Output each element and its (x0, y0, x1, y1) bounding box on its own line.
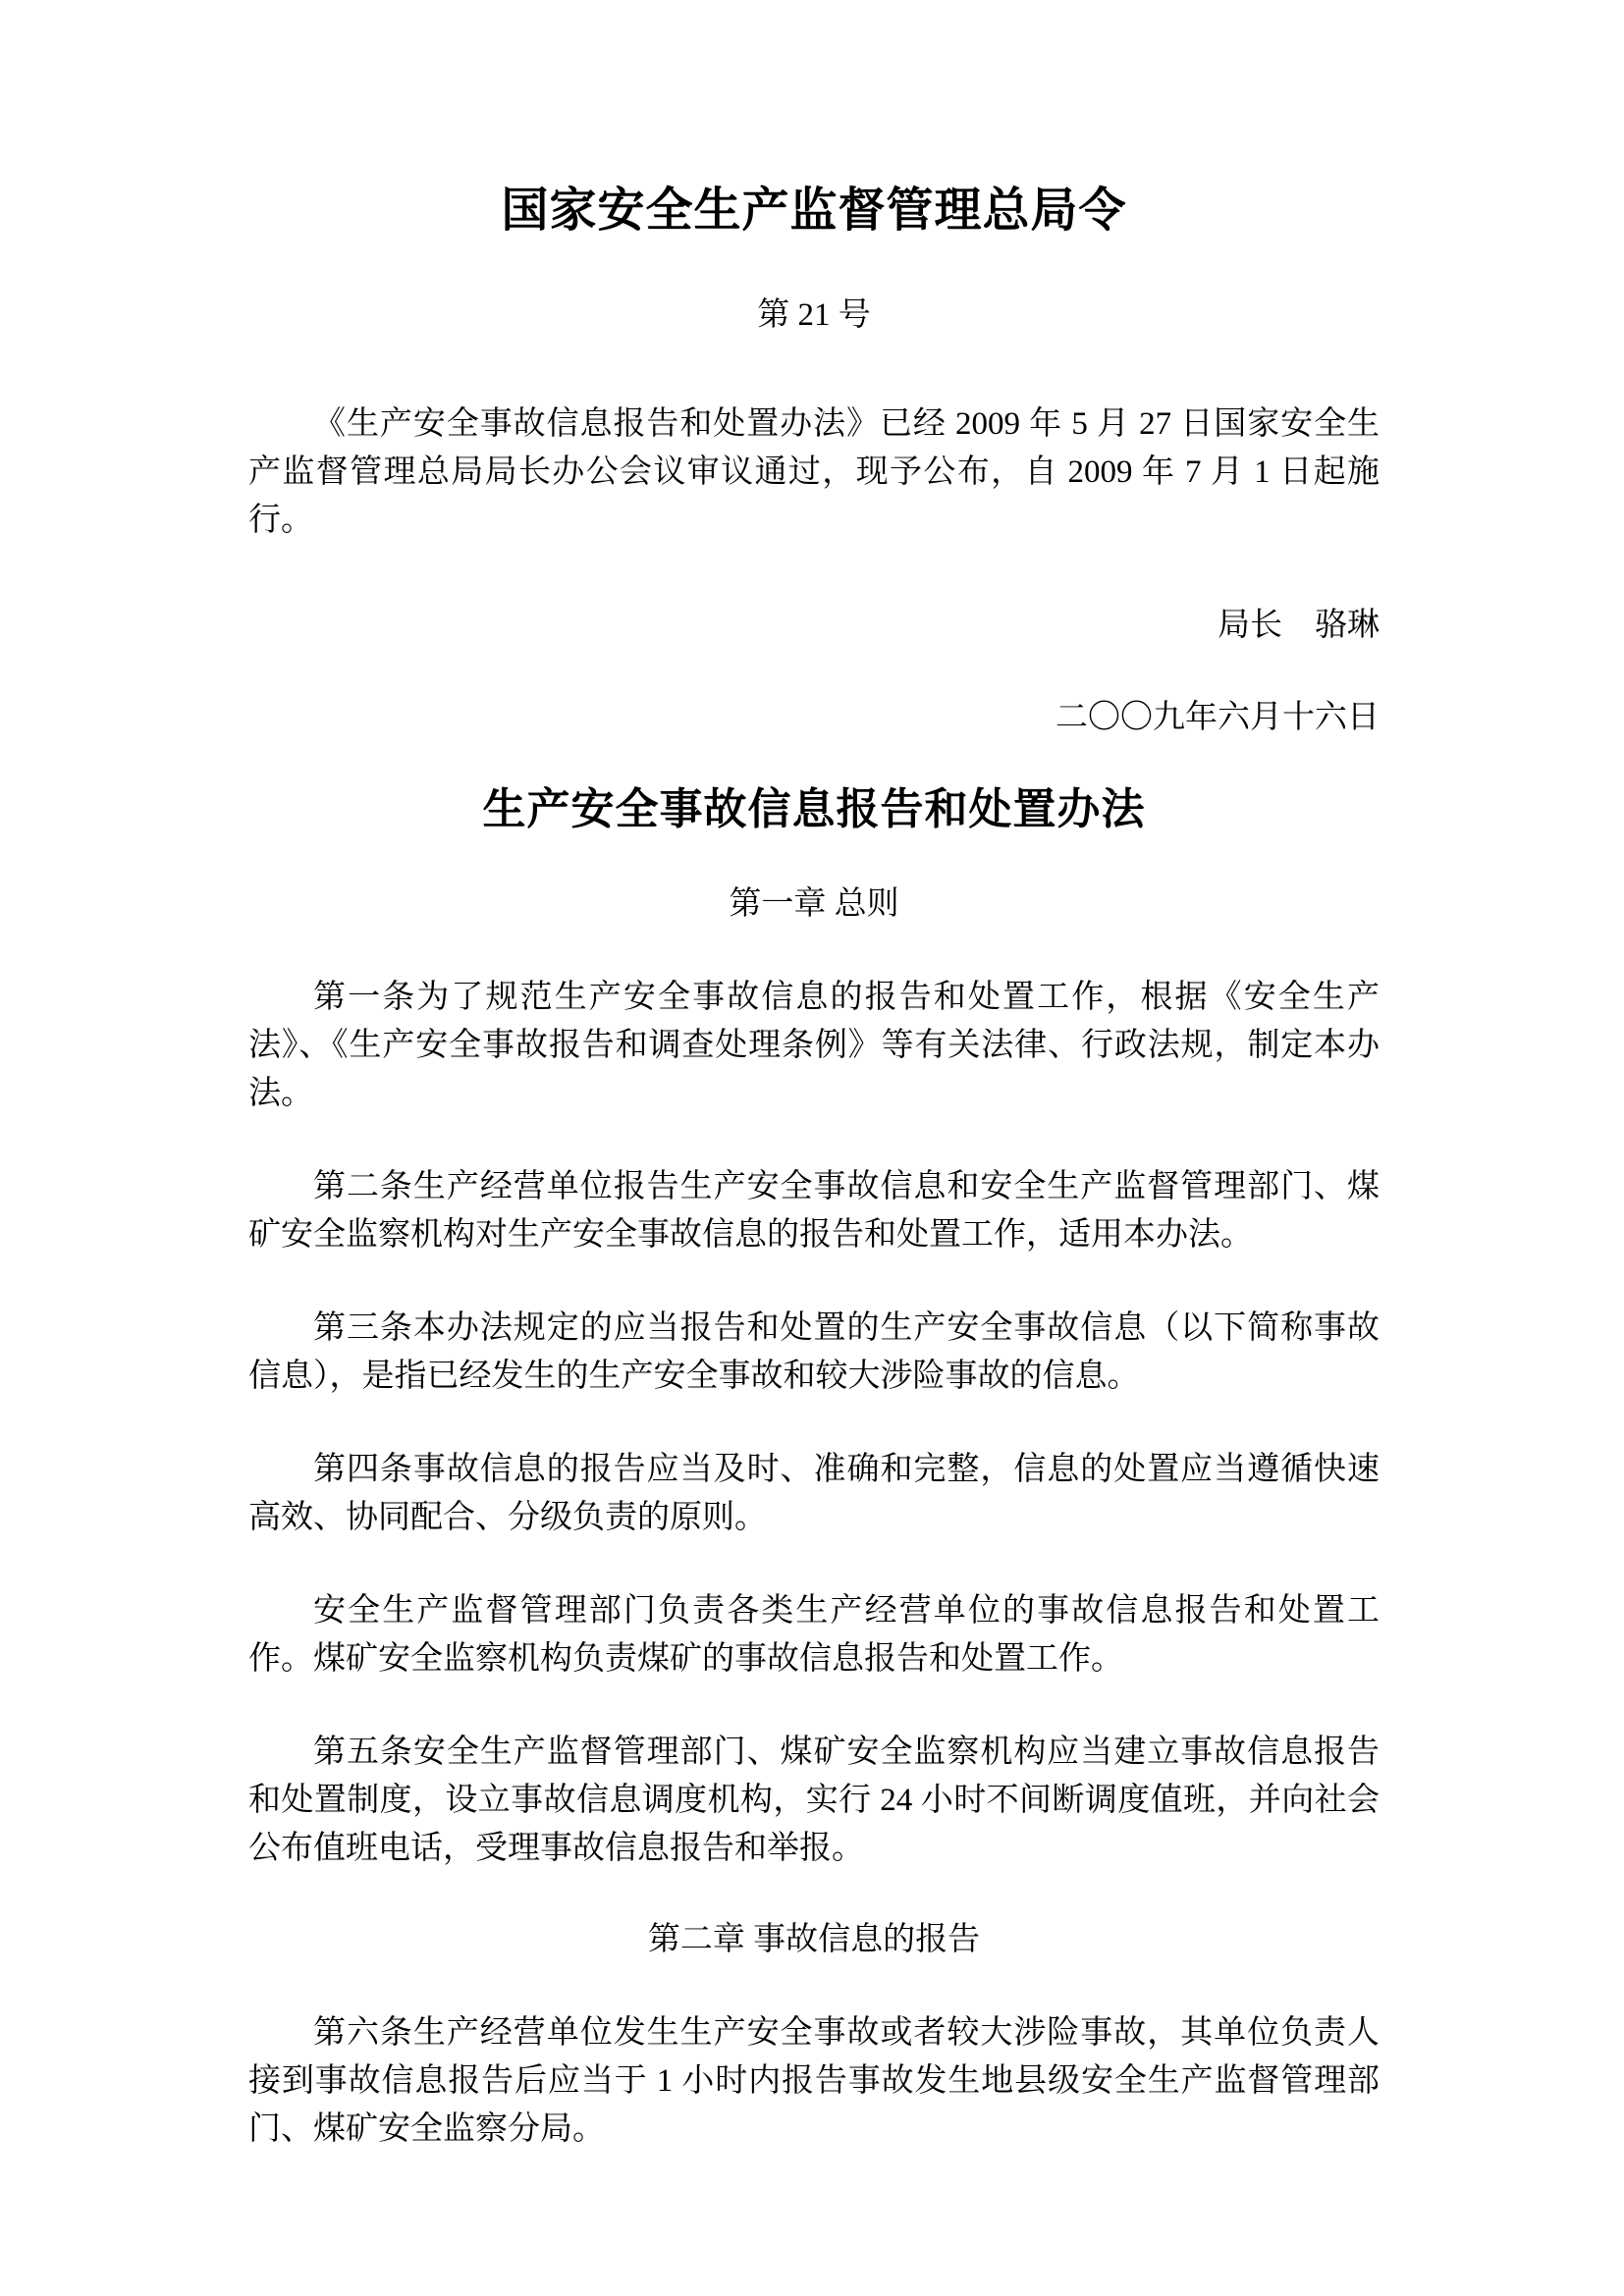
article-4-continuation-paragraph: 安全生产监督管理部门负责各类生产经营单位的事故信息报告和处置工作。煤矿安全监察机构负责煤矿的事故信息报告和处置工作。 (248, 1593, 1380, 1677)
signer-line: 局长 骆琳 (1218, 608, 1380, 643)
article-2-paragraph: 第二条生产经营单位报告生产安全事故信息和安全生产监督管理部门、煤矿安全监察机构对生产安全事故信息的报告和处置工作，适用本办法。 (248, 1169, 1380, 1253)
document-title: 国家安全生产监督管理总局令 (501, 185, 1127, 237)
article-3-paragraph: 第三条本办法规定的应当报告和处置的生产安全事故信息（以下简称事故信息），是指已经发生的生产安全事故和较大涉险事故的信息。 (248, 1310, 1380, 1394)
article-4-paragraph: 第四条事故信息的报告应当及时、准确和完整，信息的处置应当遵循快速高效、协同配合、分级负责的原则。 (248, 1452, 1380, 1535)
preamble-paragraph: 《生产安全事故信息报告和处置办法》已经 2009 年 5 月 27 日国家安全生产监督管理总局局长办公会议审议通过，现予公布，自 2009 年 7 月 1 日起施行。 (248, 406, 1380, 538)
article-6-paragraph: 第六条生产经营单位发生生产安全事故或者较大涉险事故，其单位负责人接到事故信息报告后应当于 1 小时内报告事故发生地县级安全生产监督管理部门、煤矿安全监察分局。 (248, 2015, 1380, 2147)
chapter-2-heading: 第二章 事故信息的报告 (647, 1922, 981, 1957)
article-5-paragraph: 第五条安全生产监督管理部门、煤矿安全监察机构应当建立事故信息报告和处置制度，设立事故信息调度机构，实行 24 小时不间断调度值班，并向社会公布值班电话，受理事故信息报告和举报。 (248, 1735, 1380, 1866)
chapter-1-heading: 第一章 总则 (729, 886, 899, 922)
order-number: 第 21 号 (757, 297, 871, 333)
law-title: 生产安全事故信息报告和处置办法 (482, 785, 1146, 833)
article-1-paragraph: 第一条为了规范生产安全事故信息的报告和处置工作，根据《安全生产法》、《生产安全事故报告和调查处理条例》等有关法律、行政法规，制定本办法。 (248, 980, 1380, 1111)
date-line: 二〇〇九年六月十六日 (1056, 700, 1380, 735)
